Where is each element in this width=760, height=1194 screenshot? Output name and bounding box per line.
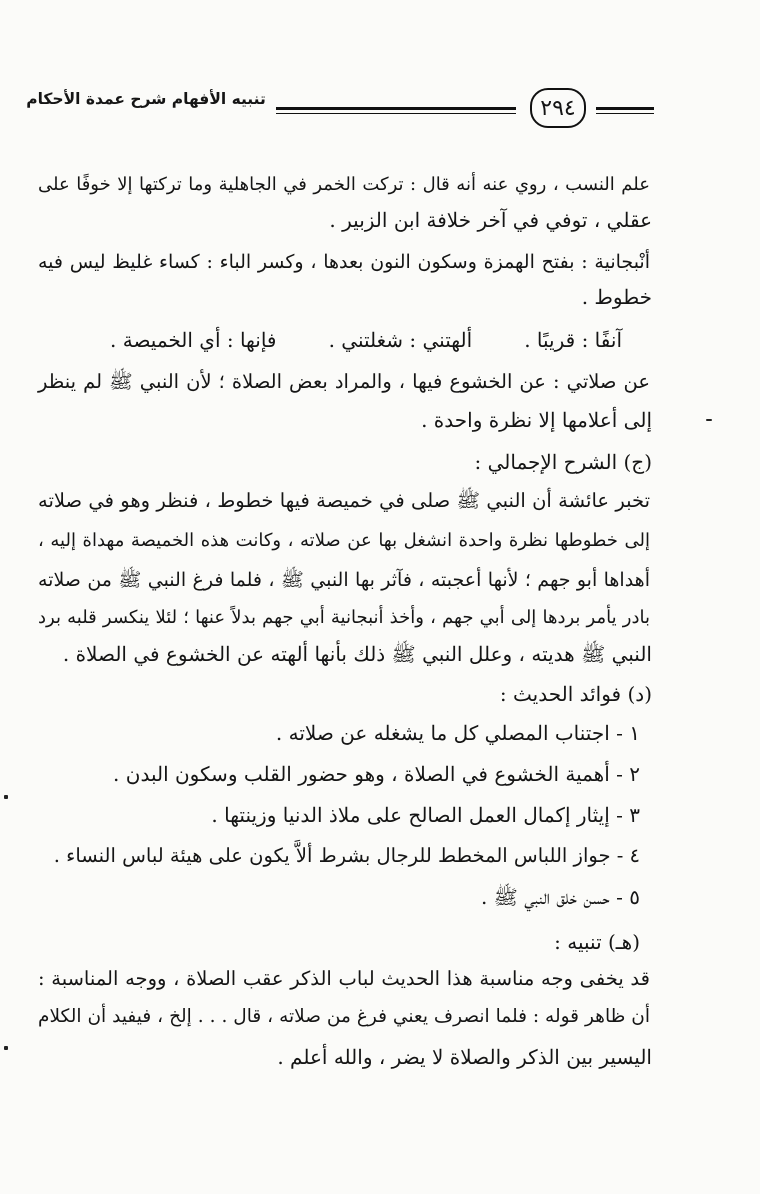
- paragraph-line: علم النسب ، روي عنه أنه قال : تركت الخمر في الجاهلية وما تركتها إلا خوفًا على: [38, 174, 650, 195]
- list-item: ٢ - أهمية الخشوع في الصلاة ، وهو حضور القلب وسكون البدن .: [113, 762, 640, 786]
- header-rule: [276, 113, 516, 114]
- running-header-title: تنبيه الأفهام شرح عمدة الأحكام: [26, 90, 266, 108]
- paragraph-line: اليسير بين الذكر والصلاة لا يضر ، والله أعلم .: [277, 1045, 652, 1069]
- page-number-text: ٢٩٤: [540, 95, 576, 121]
- paragraph-line: أهداها أبو جهم ؛ لأنها أعجبته ، فآثر بها النبي ﷺ ، فلما فرغ النبي ﷺ من صلاته: [38, 569, 650, 591]
- section-heading: (ج) الشرح الإجمالي :: [474, 450, 652, 474]
- paragraph-line: عن صلاتي : عن الخشوع فيها ، والمراد بعض الصلاة ؛ لأن النبي ﷺ لم ينظر: [38, 370, 650, 393]
- definitions-row: [110, 323, 622, 357]
- paragraph-line: خطوط .: [581, 285, 652, 309]
- paragraph-line: أن ظاهر قوله : فلما انصرف يعني فرغ من صلاته ، قال . . . إلخ ، فيفيد أن الكلام: [38, 1006, 650, 1027]
- paragraph-line: إلى خطوطها نظرة واحدة انشغل بها عن صلاته ، وكانت هذه الخميصة مهداة إليه ،: [38, 530, 650, 551]
- list-item: ٣ - إيثار إكمال العمل الصالح على ملاذ الدنيا وزينتها .: [211, 803, 640, 827]
- page-number: [530, 88, 586, 128]
- paragraph-line: بادر يأمر بردها إلى أبي جهم ، وأخذ أنبجانية أبي جهم بدلاً عنها ؛ لئلا ينكسر قلبه برد: [38, 607, 650, 628]
- list-item: ٤ - جواز اللباس المخطط للرجال بشرط ألاَّ يكون على هيئة لباس النساء .: [53, 844, 640, 867]
- scan-speck: [4, 795, 8, 799]
- scan-speck: [706, 419, 712, 421]
- scan-speck: [4, 1046, 8, 1050]
- paragraph-line: أنْبجانية : بفتح الهمزة وسكون النون بعدها ، وكسر الباء : كساء غليظ ليس فيه: [38, 251, 650, 273]
- section-heading: (هـ) تنبيه :: [554, 930, 640, 954]
- list-item: ٥ - حسن خلق النبي ﷺ .: [480, 885, 640, 909]
- header-rule: [596, 113, 654, 114]
- definition: فإنها : أي الخميصة .: [110, 328, 277, 352]
- paragraph-line: النبي ﷺ هديته ، وعلل النبي ﷺ ذلك بأنها ألهته عن الخشوع في الصلاة .: [62, 642, 652, 666]
- paragraph-line: عقلي ، توفي في آخر خلافة ابن الزبير .: [329, 208, 652, 232]
- paragraph-line: قد يخفى وجه مناسبة هذا الحديث لباب الذكر عقب الصلاة ، ووجه المناسبة :: [38, 967, 650, 990]
- header-rule: [276, 107, 516, 110]
- list-item: ١ - اجتناب المصلي كل ما يشغله عن صلاته .: [275, 721, 640, 745]
- header-rule: [596, 107, 654, 110]
- definition: ألهتني : شغلتني .: [328, 328, 473, 352]
- definition: آنفًا : قريبًا .: [524, 328, 622, 352]
- paragraph-line: تخبر عائشة أن النبي ﷺ صلى في خميصة فيها خطوط ، فنظر وهو في صلاته: [38, 489, 650, 512]
- section-heading: (د) فوائد الحديث :: [499, 682, 652, 706]
- paragraph-line: إلى أعلامها إلا نظرة واحدة .: [421, 408, 652, 432]
